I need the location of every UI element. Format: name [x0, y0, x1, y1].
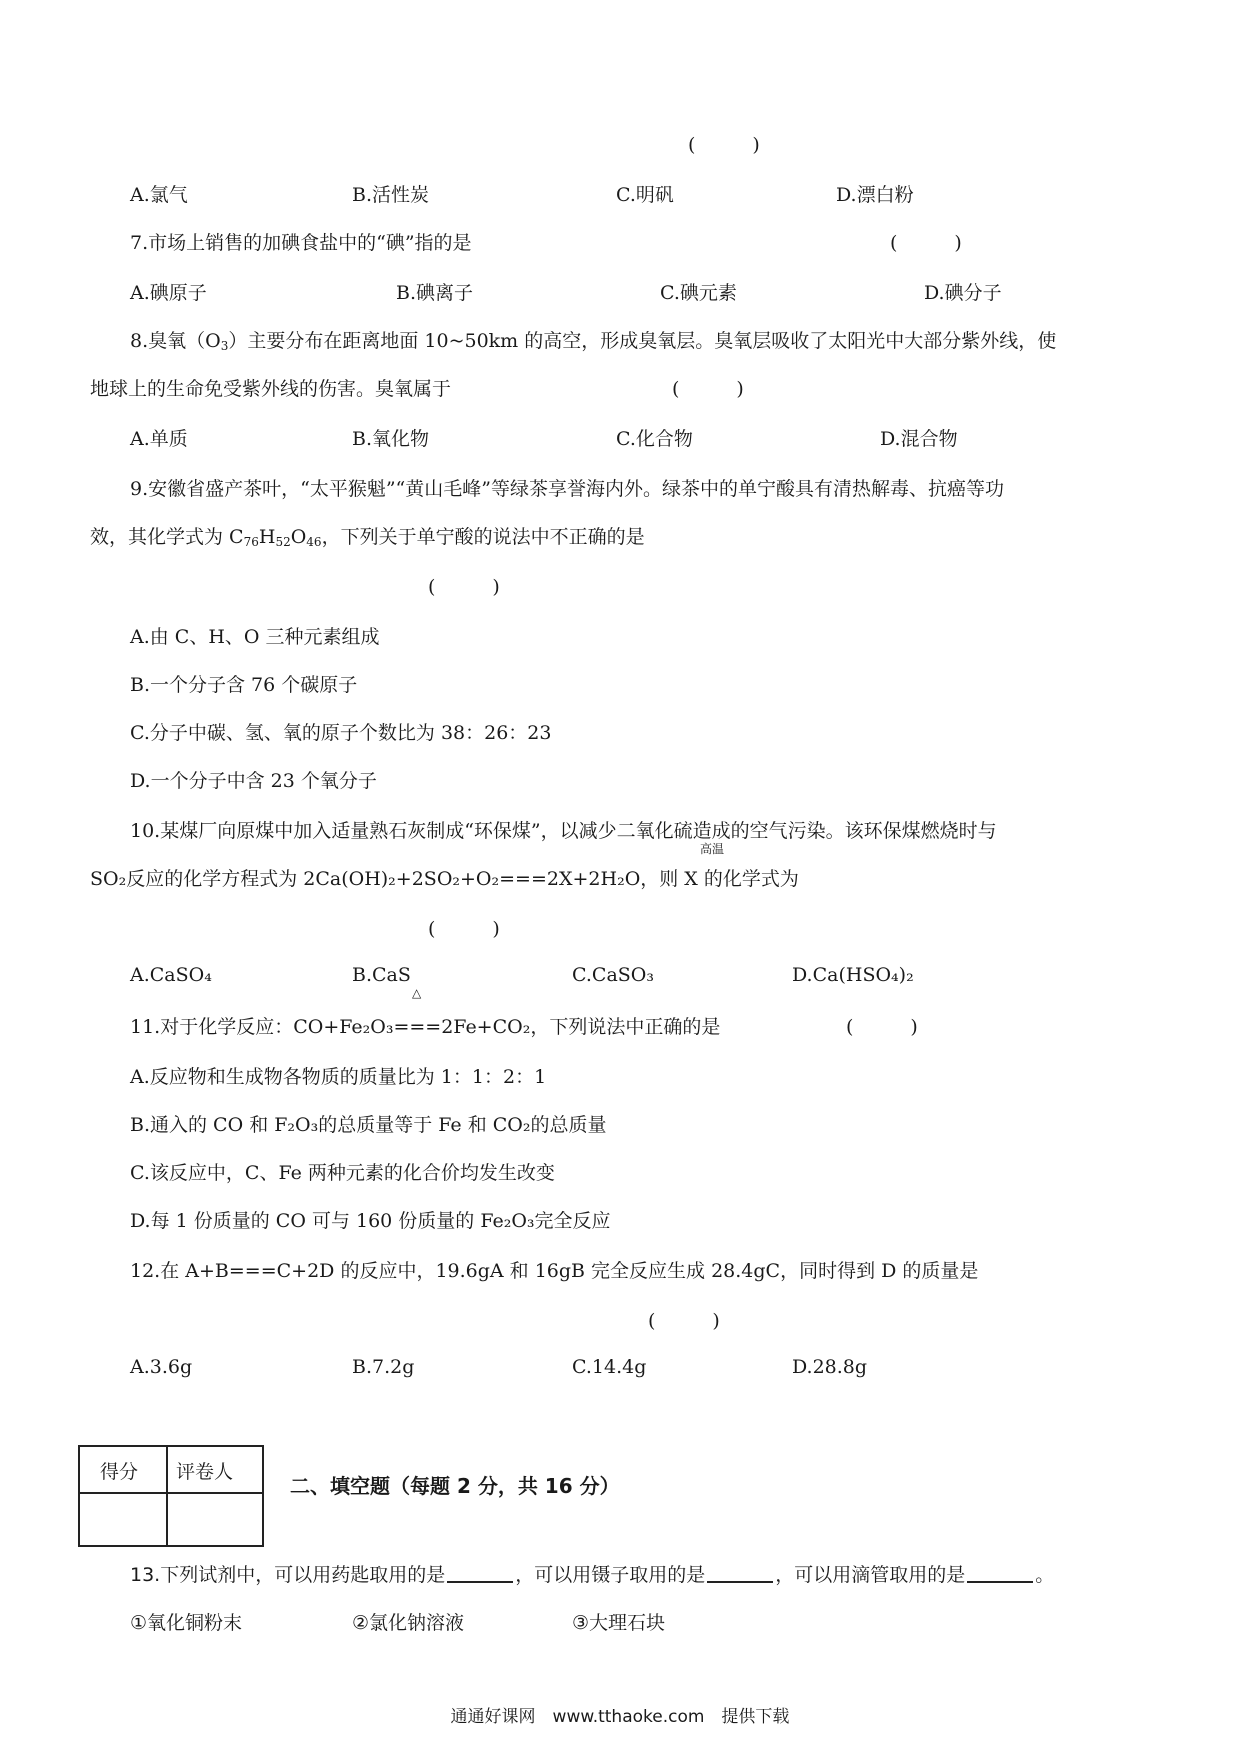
q7-stem: 7.市场上销售的加碘食盐中的“碘”指的是 — [130, 232, 472, 254]
q8-stem-line1: 8.臭氧$(O_3)$主要分布在距离地面 10~50km 的高空，形成臭氧层。臭氧层吸收了太阳光中大部分紫外线，使 — [130, 330, 1057, 353]
q8-stem-line2: 地球上的生命免受紫外线的伤害。臭氧属于 — [90, 378, 452, 400]
q10-reaction-condition: 高温 — [700, 842, 725, 856]
q12-option-b: B.7.2g — [352, 1356, 415, 1378]
q9-option-c: C.分子中碳、氢、氧的原子个数比为 38：26：23 — [130, 722, 552, 744]
q8-option-b: B.氧化物 — [352, 428, 430, 450]
q11-reaction-condition: △ — [412, 986, 422, 1000]
score-label: 得分 — [100, 1461, 139, 1483]
q7-option-b: B.碘离子 — [396, 282, 474, 304]
q12-option-c: C.14.4g — [572, 1356, 647, 1378]
q10-stem-line2: SO₂反应的化学方程式为 2Ca(OH)₂+2SO₂+O₂===2X+2H₂O，则 X 的化学式为 — [90, 868, 799, 890]
q12-option-d: D.28.8g — [792, 1356, 868, 1378]
q9-option-d: D.一个分子中含 23 个氧分子 — [130, 770, 377, 792]
q8-answer-paren: ( ) — [672, 378, 744, 400]
q8-option-c: C.化合物 — [616, 428, 693, 450]
q13-blank-2[interactable] — [707, 1563, 773, 1583]
q11-option-b: B.通入的 CO 和 F₂O₃的总质量等于 Fe 和 CO₂的总质量 — [130, 1114, 607, 1136]
q11-option-d: D.每 1 份质量的 CO 可与 160 份质量的 Fe₂O₃完全反应 — [130, 1210, 611, 1232]
q13-stem: 13.下列试剂中，可以用药匙取用的是 ，可以用镊子取用的是 ，可以用滴管取用的是 。 — [130, 1564, 1055, 1586]
q10-stem-line1: 10.某煤厂向原煤中加入适量熟石灰制成“环保煤”，以减少二氧化硫造成的空气污染。该环保煤燃烧时与 — [130, 820, 997, 842]
score-table — [78, 1445, 264, 1547]
q7-answer-paren: ( ) — [890, 232, 962, 254]
q13-item-3: ③大理石块 — [572, 1612, 666, 1634]
q10-answer-paren: ( ) — [428, 918, 500, 940]
q11-option-c: C.该反应中，C、Fe 两种元素的化合价均发生改变 — [130, 1162, 555, 1184]
q9-stem-line2: 效，其化学式为 $C_{76}H_{52}O_{46}$，下列关于单宁酸的说法中不正确的是 — [90, 526, 645, 549]
q13-item-2: ②氯化钠溶液 — [352, 1612, 465, 1634]
q7-option-c: C.碘元素 — [660, 282, 737, 304]
grader-label: 评卷人 — [176, 1461, 234, 1483]
q11-stem: 11.对于化学反应：CO+Fe₂O₃===2Fe+CO₂，下列说法中正确的是 — [130, 1016, 721, 1038]
q10-option-d: D.Ca(HSO₄)₂ — [792, 964, 914, 986]
q7-option-a: A.碘原子 — [130, 282, 207, 304]
q10-option-a: A.CaSO₄ — [130, 964, 212, 986]
page-footer: 通通好课网 www.tthaoke.com 提供下载 — [450, 1707, 790, 1727]
q9-option-b: B.一个分子含 76 个碳原子 — [130, 674, 358, 696]
q8-option-d: D.混合物 — [880, 428, 958, 450]
q12-option-a: A.3.6g — [130, 1356, 193, 1378]
q12-stem: 12.在 A+B===C+2D 的反应中，19.6gA 和 16gB 完全反应生成 28.4gC，同时得到 D 的质量是 — [130, 1260, 979, 1282]
q12-answer-paren: ( ) — [648, 1310, 720, 1332]
q11-answer-paren: ( ) — [846, 1016, 918, 1038]
q13-item-1: ①氧化铜粉末 — [130, 1612, 243, 1634]
q13-blank-1[interactable] — [447, 1563, 513, 1583]
section-title: 二、填空题（每题 2 分，共 16 分） — [290, 1474, 620, 1498]
q13-blank-3[interactable] — [967, 1563, 1033, 1583]
q10-option-c: C.CaSO₃ — [572, 964, 654, 986]
q6-option-b: B.活性炭 — [352, 184, 430, 206]
q9-answer-paren: ( ) — [428, 576, 500, 598]
q7-option-d: D.碘分子 — [924, 282, 1002, 304]
q8-option-a: A.单质 — [130, 428, 188, 450]
q9-stem-line1: 9.安徽省盛产茶叶，“太平猴魁”“黄山毛峰”等绿茶享誉海内外。绿茶中的单宁酸具有清热解毒、抗癌等功 — [130, 478, 1004, 500]
q6-option-d: D.漂白粉 — [836, 184, 914, 206]
q6-option-c: C.明矾 — [616, 184, 674, 206]
q6-option-a: A.氯气 — [130, 184, 188, 206]
q11-option-a: A.反应物和生成物各物质的质量比为 1：1：2：1 — [130, 1066, 547, 1088]
q9-option-a: A.由 C、H、O 三种元素组成 — [130, 626, 380, 648]
q10-option-b: B.CaS — [352, 964, 411, 986]
q6-answer-paren: ( ) — [688, 134, 760, 156]
